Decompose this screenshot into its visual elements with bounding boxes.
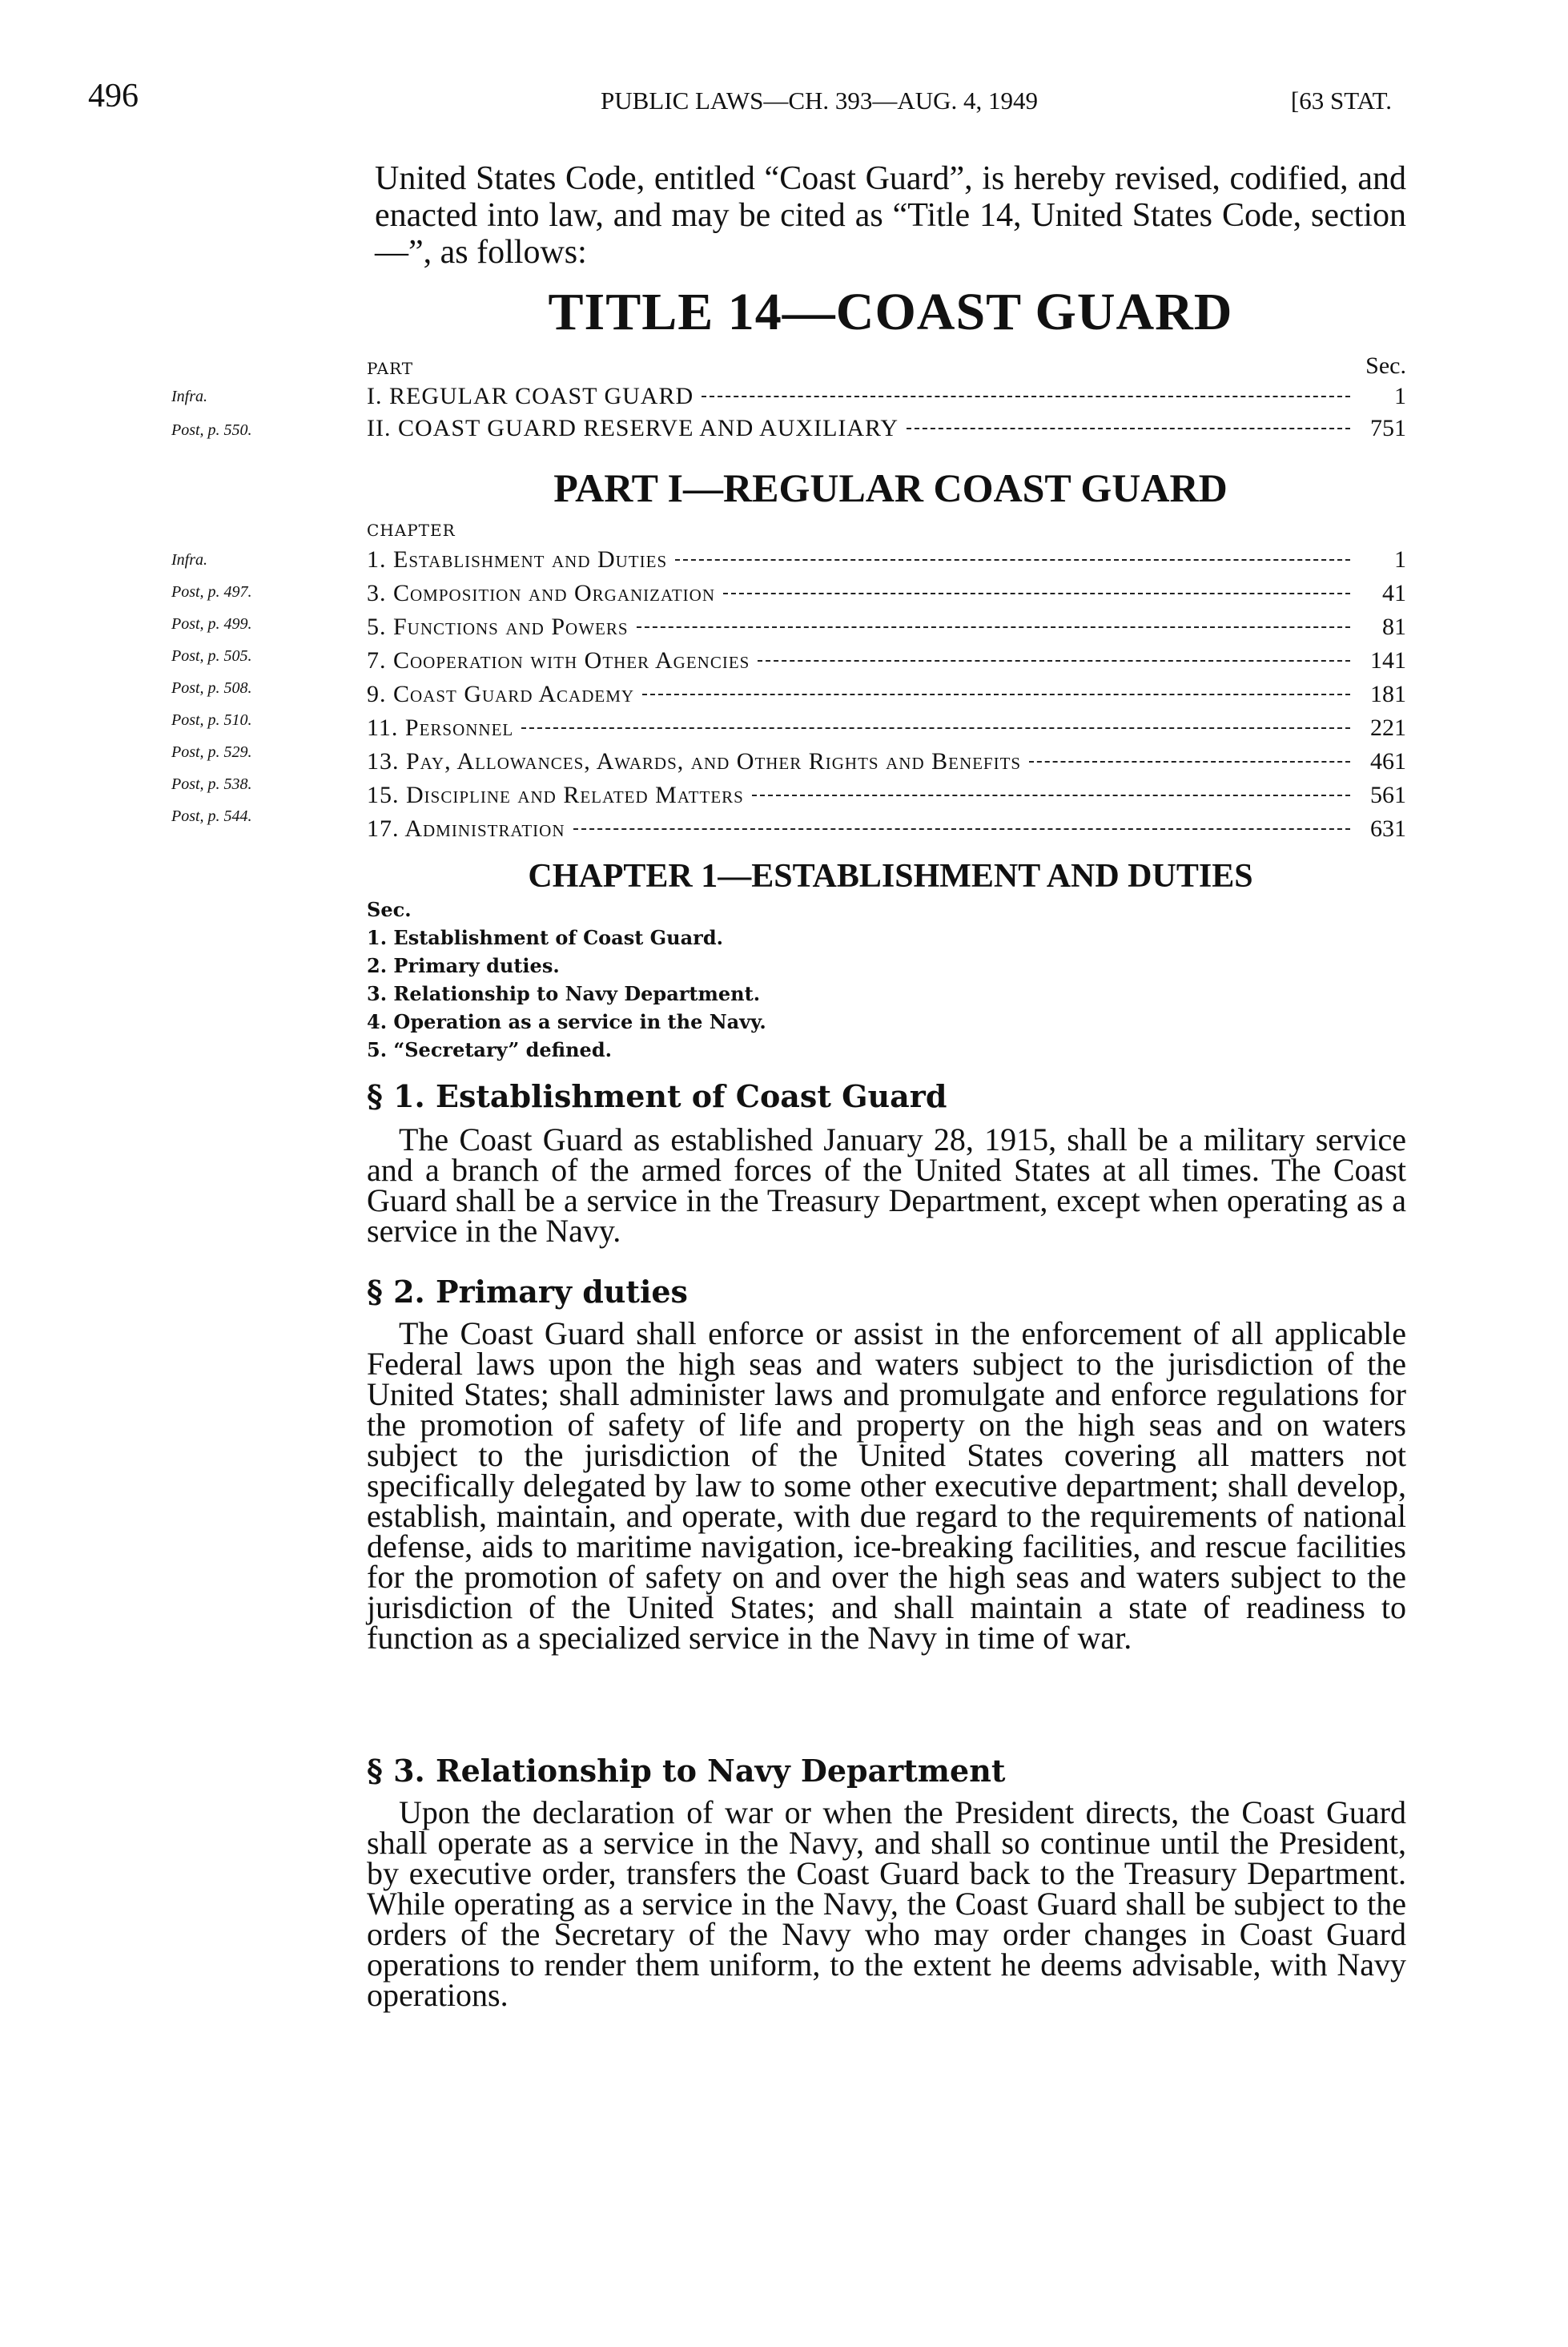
- leader-dots: [907, 428, 1350, 429]
- margin-note: Post, p. 497.: [171, 583, 252, 601]
- toc-chapter-row: [367, 647, 1406, 679]
- leader-dots: [752, 795, 1350, 796]
- section-text: The Coast Guard as established January 28, 1915, shall be a military service and a branch of the armed forces of the United States at all times. The Coast Guard shall be a service in the Treasury Department, except when operating as a service in the Navy.: [367, 1121, 1406, 1249]
- leader-dots: [573, 828, 1350, 830]
- toc-chapter-sec: 631: [1370, 815, 1406, 842]
- section-list-item: 5. “Secretary” defined.: [367, 1038, 612, 1061]
- toc-part-sec: 751: [1370, 415, 1406, 441]
- page-number: 496: [88, 78, 139, 115]
- intro-paragraph: United States Code, entitled “Coast Guard”, is hereby revised, codified, and enacted into law, and may be cited as “Title 14, United States Code, section —”, as follows:: [375, 160, 1406, 271]
- toc-chapter-row: [367, 815, 1406, 847]
- title-heading: TITLE 14—COAST GUARD: [548, 283, 1233, 341]
- margin-note: Post, p. 499.: [171, 615, 252, 633]
- toc-chapter-row: [367, 748, 1406, 780]
- toc-part-sec: 1: [1394, 383, 1406, 409]
- margin-note: Infra.: [171, 388, 207, 405]
- leader-dots: [758, 660, 1350, 662]
- running-title: PUBLIC LAWS—CH. 393—AUG. 4, 1949: [601, 87, 1039, 115]
- toc-chapter-label: 3. Composition and Organization: [367, 580, 715, 606]
- leader-dots: [637, 626, 1350, 628]
- margin-note: Post, p. 508.: [171, 679, 252, 697]
- toc-chapter-sec: 181: [1370, 681, 1406, 707]
- section-heading: § 2. Primary duties: [367, 1274, 688, 1310]
- toc-chapter-sec: 81: [1382, 614, 1406, 640]
- toc-chapter-sec: 141: [1370, 647, 1406, 674]
- toc-chapter-sec: 41: [1382, 580, 1406, 606]
- margin-note: Post, p. 529.: [171, 743, 252, 761]
- toc-part-row: [367, 415, 1406, 447]
- toc-chapter-sec: 1: [1394, 546, 1406, 573]
- section-list-item: 2. Primary duties.: [367, 954, 560, 977]
- section-list-item: 1. Establishment of Coast Guard.: [367, 926, 723, 949]
- toc-chapter-sec: 561: [1370, 782, 1406, 808]
- leader-dots: [702, 396, 1350, 397]
- toc-chapter-row: [367, 614, 1406, 646]
- toc-chapter-label: 17. Administration: [367, 815, 565, 842]
- toc-chapter-sec: 461: [1370, 748, 1406, 775]
- toc-chapter-row: [367, 782, 1406, 814]
- toc-part-label: II. COAST GUARD RESERVE AND AUXILIARY: [367, 415, 899, 441]
- leader-dots: [723, 593, 1350, 594]
- leader-dots: [642, 694, 1350, 695]
- toc-part-label: I. REGULAR COAST GUARD: [367, 383, 694, 409]
- section-list-item: 3. Relationship to Navy Department.: [367, 982, 761, 1005]
- section-heading: § 3. Relationship to Navy Department: [367, 1753, 1006, 1789]
- part1-title: PART I—REGULAR COAST GUARD: [553, 465, 1228, 510]
- margin-note: Post, p. 538.: [171, 775, 252, 793]
- section-text: Upon the declaration of war or when the President directs, the Coast Guard shall operate as a service in the Navy, and shall so continue until the President, by executive order, transfers the Coast Guard back to the Treasury Department. While operating as a service in the Navy, the Coast Guard shall be subject to the orders of the Secretary of the Navy who may order changes in Coast Guard operations to render them uniform, to the extent he deems advisable, with Navy operations.: [367, 1794, 1406, 2013]
- margin-note: Post, p. 505.: [171, 647, 252, 665]
- chapter1-title: CHAPTER 1—ESTABLISHMENT AND DUTIES: [528, 858, 1253, 895]
- margin-note: Post, p. 550.: [171, 421, 252, 439]
- toc-chapter-label: 15. Discipline and Related Matters: [367, 782, 744, 808]
- toc-chapter-label: 11. Personnel: [367, 715, 514, 741]
- toc-part-row: [367, 383, 1406, 415]
- leader-dots: [675, 559, 1350, 561]
- toc-chapter-row: [367, 580, 1406, 612]
- toc-chapter-label: 9. Coast Guard Academy: [367, 681, 635, 707]
- margin-note: Post, p. 544.: [171, 807, 252, 825]
- toc-chapter-row: [367, 681, 1406, 713]
- margin-note: Post, p. 510.: [171, 711, 252, 729]
- section-heading: § 1. Establishment of Coast Guard: [367, 1078, 947, 1114]
- toc-chapter-label: 7. Cooperation with Other Agencies: [367, 647, 750, 674]
- toc-chapter-row: [367, 715, 1406, 747]
- statute-reference: [63 STAT.: [1290, 87, 1392, 115]
- leader-dots: [1029, 761, 1350, 763]
- margin-note: Infra.: [171, 551, 207, 569]
- leader-dots: [521, 727, 1350, 729]
- toc-chapter-row: [367, 546, 1406, 578]
- toc-chapter-sec: 221: [1370, 715, 1406, 741]
- part-column-label: PART: [367, 359, 414, 378]
- toc-chapter-label: 13. Pay, Allowances, Awards, and Other Rights and Benefits: [367, 748, 1022, 775]
- section-list-item: 4. Operation as a service in the Navy.: [367, 1010, 766, 1033]
- chapter-column-label: CHAPTER: [367, 521, 456, 540]
- section-list-label: Sec.: [367, 898, 412, 921]
- chapter1-section-list: [367, 896, 766, 1064]
- sec-column-label: Sec.: [1365, 352, 1406, 379]
- toc-chapter-label: 5. Functions and Powers: [367, 614, 629, 640]
- section-text: The Coast Guard shall enforce or assist in the enforcement of all applicable Federal laws upon the high seas and waters subject to the jurisdiction of the United States; shall administer laws and promulgate and enforce regulations for the promotion of safety of life and property on the high seas and on waters subject to the jurisdiction of the United States covering all matters not specifically delegated by law to some other executive department; shall develop, establish, maintain, and operate, with due regard to the requirements of national defense, aids to maritime navigation, ice-breaking facilities, and rescue facilities for the promotion of safety on and over the high seas and waters subject to the jurisdiction of the United States; and shall maintain a state of readiness to function as a specialized service in the Navy in time of war.: [367, 1315, 1406, 1656]
- toc-chapter-label: 1. Establishment and Duties: [367, 546, 668, 573]
